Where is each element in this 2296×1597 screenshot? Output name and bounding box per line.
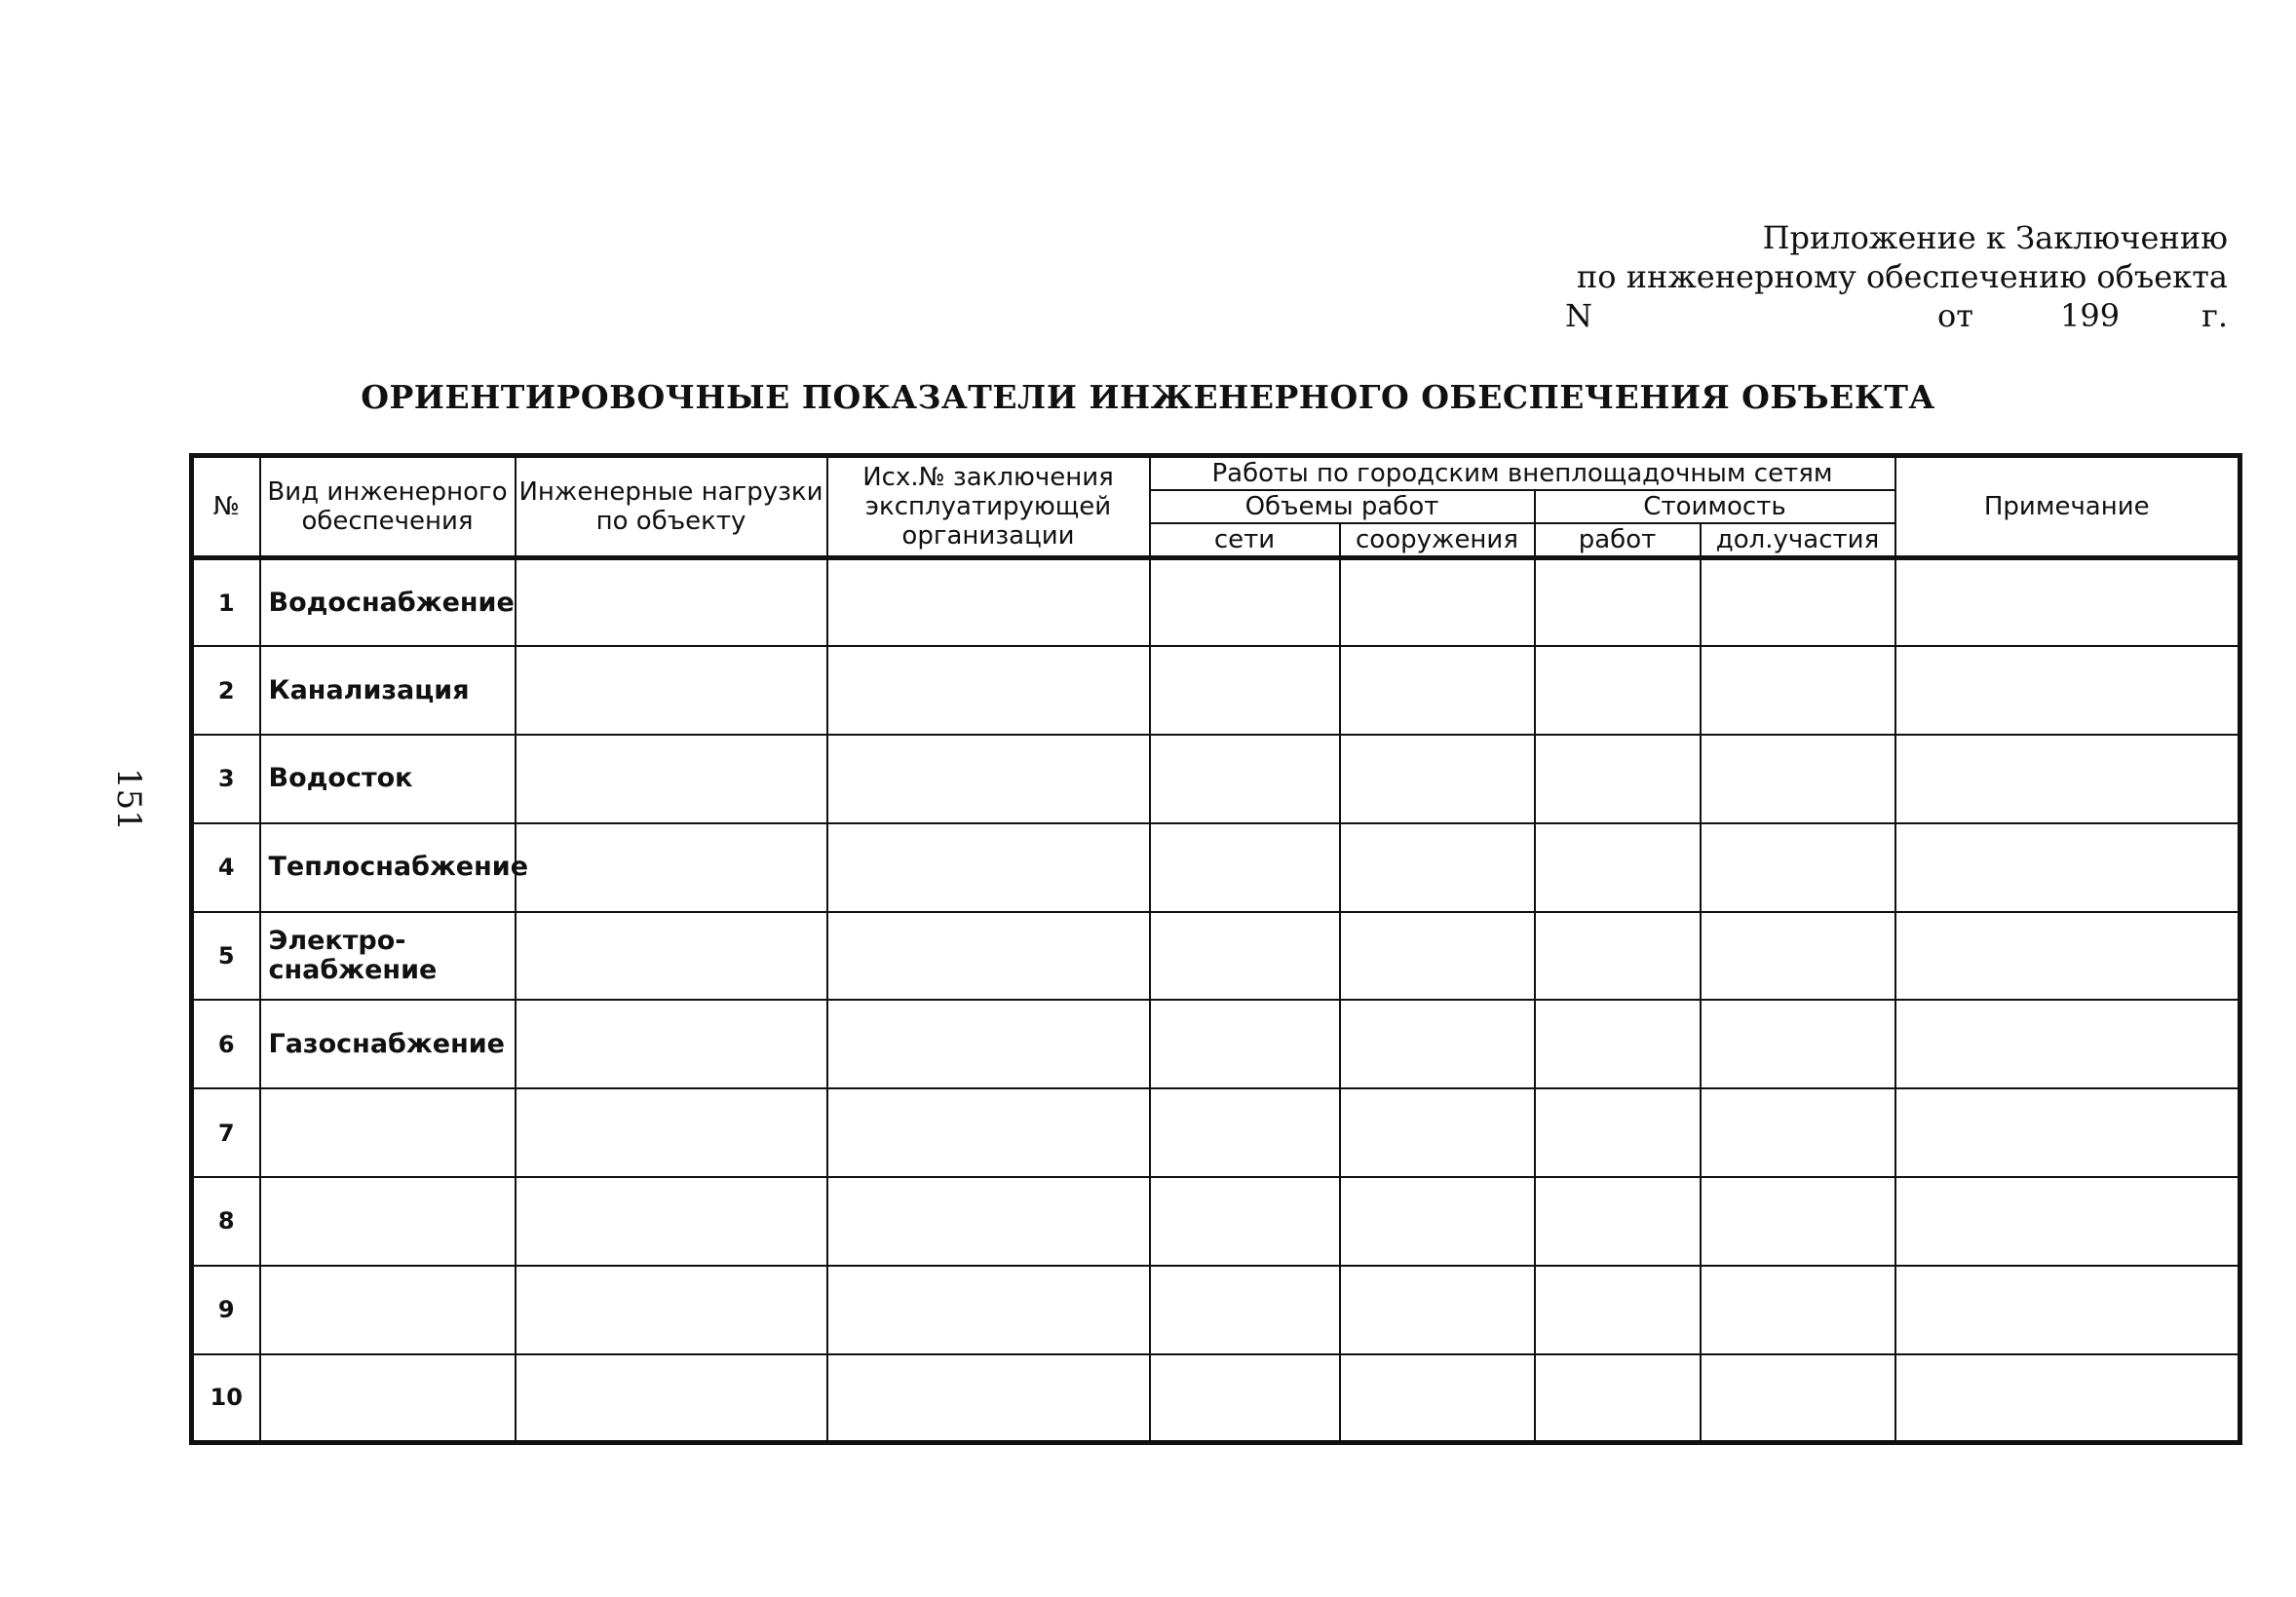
row-kind: Газоснабжение <box>260 1000 516 1088</box>
row-number: 10 <box>192 1354 260 1443</box>
table-row <box>192 1088 2240 1177</box>
cell-structures[interactable] <box>1340 1354 1535 1443</box>
header-ref: Исх.№ заключения эксплуатирующей организации <box>827 456 1150 558</box>
cell-works-cost[interactable] <box>1535 912 1701 1001</box>
cell-works-cost[interactable] <box>1535 735 1701 823</box>
cell-ref[interactable] <box>827 912 1150 1001</box>
cell-ref[interactable] <box>827 1354 1150 1443</box>
cell-share[interactable] <box>1701 1088 1895 1177</box>
cell-loads[interactable] <box>516 823 827 912</box>
cell-networks[interactable] <box>1150 823 1340 912</box>
table-row <box>192 1000 2240 1088</box>
table-row <box>192 1266 2240 1354</box>
cell-share[interactable] <box>1701 735 1895 823</box>
cell-networks[interactable] <box>1150 1266 1340 1354</box>
table-row <box>192 1177 2240 1266</box>
table-row <box>192 558 2240 647</box>
cell-share[interactable] <box>1701 1354 1895 1443</box>
table-row <box>192 735 2240 823</box>
table-row <box>192 1354 2240 1443</box>
cell-structures[interactable] <box>1340 735 1535 823</box>
row-number: 9 <box>192 1266 260 1354</box>
cell-ref[interactable] <box>827 1088 1150 1177</box>
appendix-header <box>1526 218 2228 335</box>
header-cost: Стоимость <box>1535 490 1895 523</box>
table-row <box>192 912 2240 1001</box>
row-kind: Водоснабжение <box>260 558 516 647</box>
cell-structures[interactable] <box>1340 823 1535 912</box>
row-number: 6 <box>192 1000 260 1088</box>
cell-loads[interactable] <box>516 558 827 647</box>
row-number: 3 <box>192 735 260 823</box>
cell-structures[interactable] <box>1340 1177 1535 1266</box>
cell-networks[interactable] <box>1150 1088 1340 1177</box>
cell-networks[interactable] <box>1150 912 1340 1001</box>
cell-note[interactable] <box>1895 735 2240 823</box>
cell-note[interactable] <box>1895 1354 2240 1443</box>
indicators-table <box>189 453 2242 1445</box>
header-works-cost: работ <box>1535 523 1701 558</box>
row-kind: Водосток <box>260 735 516 823</box>
cell-networks[interactable] <box>1150 646 1340 735</box>
cell-loads[interactable] <box>516 912 827 1001</box>
cell-ref[interactable] <box>827 1000 1150 1088</box>
table-row <box>192 823 2240 912</box>
cell-loads[interactable] <box>516 1177 827 1266</box>
cell-share[interactable] <box>1701 1266 1895 1354</box>
cell-share[interactable] <box>1701 823 1895 912</box>
appendix-line-2: по инженерному обеспечению объекта <box>1576 258 2228 295</box>
cell-note[interactable] <box>1895 646 2240 735</box>
cell-note[interactable] <box>1895 1088 2240 1177</box>
row-number: 7 <box>192 1088 260 1177</box>
row-number: 2 <box>192 646 260 735</box>
cell-works-cost[interactable] <box>1535 1354 1701 1443</box>
appendix-year: 199 <box>2060 297 2121 334</box>
cell-share[interactable] <box>1701 646 1895 735</box>
cell-works-cost[interactable] <box>1535 1177 1701 1266</box>
cell-note[interactable] <box>1895 1266 2240 1354</box>
header-note: Примечание <box>1895 456 2240 558</box>
row-kind[interactable] <box>260 1354 516 1443</box>
appendix-number-label: N <box>1565 297 1592 334</box>
appendix-year-suffix: г. <box>2201 297 2228 334</box>
header-share: дол.участия <box>1701 523 1895 558</box>
cell-structures[interactable] <box>1340 558 1535 647</box>
row-kind[interactable] <box>260 1088 516 1177</box>
cell-works-cost[interactable] <box>1535 1088 1701 1177</box>
cell-note[interactable] <box>1895 823 2240 912</box>
row-kind[interactable] <box>260 1177 516 1266</box>
cell-share[interactable] <box>1701 912 1895 1001</box>
header-structures: сооружения <box>1340 523 1535 558</box>
row-number: 4 <box>192 823 260 912</box>
header-works: Работы по городским внеплощадочным сетям <box>1150 456 1895 491</box>
cell-structures[interactable] <box>1340 1088 1535 1177</box>
header-num: № <box>192 456 260 558</box>
cell-ref[interactable] <box>827 1266 1150 1354</box>
cell-ref[interactable] <box>827 558 1150 647</box>
cell-works-cost[interactable] <box>1535 646 1701 735</box>
cell-loads[interactable] <box>516 1354 827 1443</box>
cell-structures[interactable] <box>1340 1266 1535 1354</box>
row-kind: Электро-снабжение <box>260 912 516 1001</box>
row-number: 5 <box>192 912 260 1001</box>
cell-works-cost[interactable] <box>1535 1000 1701 1088</box>
cell-loads[interactable] <box>516 1000 827 1088</box>
cell-works-cost[interactable] <box>1535 823 1701 912</box>
cell-works-cost[interactable] <box>1535 558 1701 647</box>
cell-ref[interactable] <box>827 823 1150 912</box>
cell-works-cost[interactable] <box>1535 1266 1701 1354</box>
cell-networks[interactable] <box>1150 558 1340 647</box>
appendix-line-1: Приложение к Заключению <box>1762 219 2228 256</box>
cell-note[interactable] <box>1895 1000 2240 1088</box>
cell-share[interactable] <box>1701 1000 1895 1088</box>
row-number: 1 <box>192 558 260 647</box>
cell-ref[interactable] <box>827 1177 1150 1266</box>
page-title: ОРИЕНТИРОВОЧНЫЕ ПОКАЗАТЕЛИ ИНЖЕНЕРНОГО ОБЕСПЕЧЕНИЯ ОБЪЕКТА <box>361 378 1935 416</box>
cell-loads[interactable] <box>516 1088 827 1177</box>
header-networks: сети <box>1150 523 1340 558</box>
header-volumes: Объемы работ <box>1150 490 1535 523</box>
cell-networks[interactable] <box>1150 735 1340 823</box>
cell-loads[interactable] <box>516 735 827 823</box>
header-kind: Вид инженерного обеспечения <box>260 456 516 558</box>
cell-ref[interactable] <box>827 735 1150 823</box>
cell-share[interactable] <box>1701 558 1895 647</box>
cell-structures[interactable] <box>1340 1000 1535 1088</box>
cell-structures[interactable] <box>1340 646 1535 735</box>
header-loads: Инженерные нагрузки по объекту <box>516 456 827 558</box>
cell-networks[interactable] <box>1150 1354 1340 1443</box>
cell-loads[interactable] <box>516 646 827 735</box>
cell-share[interactable] <box>1701 1177 1895 1266</box>
cell-ref[interactable] <box>827 646 1150 735</box>
table-row <box>192 646 2240 735</box>
cell-networks[interactable] <box>1150 1177 1340 1266</box>
cell-networks[interactable] <box>1150 1000 1340 1088</box>
row-kind: Канализация <box>260 646 516 735</box>
cell-loads[interactable] <box>516 1266 827 1354</box>
row-kind: Теплоснабжение <box>260 823 516 912</box>
cell-note[interactable] <box>1895 558 2240 647</box>
cell-note[interactable] <box>1895 912 2240 1001</box>
row-number: 8 <box>192 1177 260 1266</box>
appendix-date-label: от <box>1937 297 1973 334</box>
row-kind[interactable] <box>260 1266 516 1354</box>
appendix-line-3 <box>1526 296 2228 335</box>
cell-structures[interactable] <box>1340 912 1535 1001</box>
cell-note[interactable] <box>1895 1177 2240 1266</box>
handwritten-page-number: 151 <box>109 768 148 831</box>
